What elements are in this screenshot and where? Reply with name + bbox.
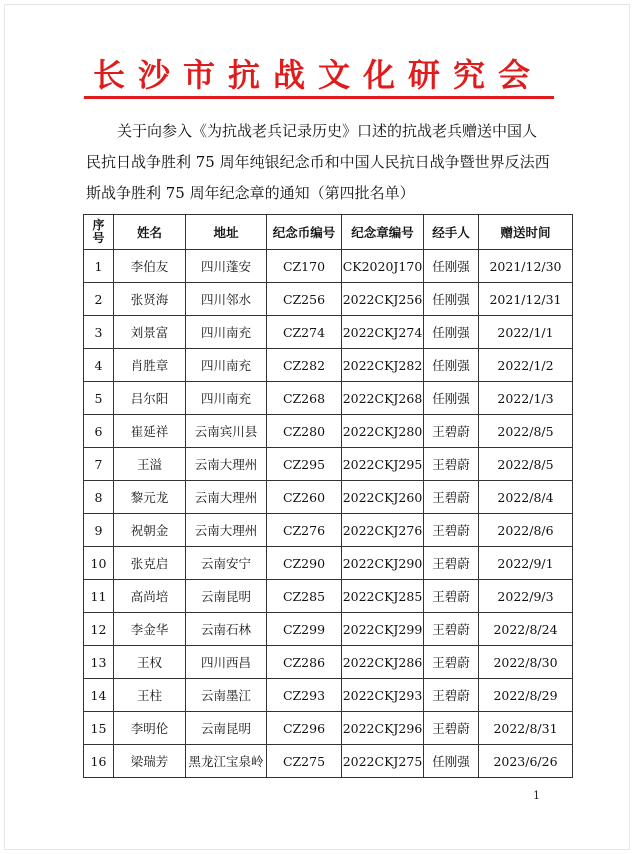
- cell-name: 李明伦: [114, 712, 186, 745]
- cell-handler: 王碧蔚: [424, 415, 479, 448]
- cell-date: 2022/8/4: [479, 481, 573, 514]
- cell-address: 云南大理州: [186, 481, 267, 514]
- cell-handler: 王碧蔚: [424, 679, 479, 712]
- org-title: 长沙市抗战文化研究会: [92, 56, 543, 94]
- header-date: 赠送时间: [479, 215, 573, 250]
- cell-coin-no: CZ276: [267, 514, 342, 547]
- cell-name: 黎元龙: [114, 481, 186, 514]
- cell-coin-no: CZ268: [267, 382, 342, 415]
- cell-name: 李伯友: [114, 250, 186, 283]
- cell-seq: 10: [84, 547, 114, 580]
- cell-seq: 11: [84, 580, 114, 613]
- cell-name: 肖胜章: [114, 349, 186, 382]
- cell-medal-no: 2022CKJ275: [342, 745, 424, 778]
- cell-address: 云南宾川县: [186, 415, 267, 448]
- cell-coin-no: CZ290: [267, 547, 342, 580]
- notice-line-1: 关于向参入《为抗战老兵记录历史》口述的抗战老兵赠送中国人: [117, 122, 538, 140]
- cell-address: 四川蓬安: [186, 250, 267, 283]
- table-row: [84, 514, 573, 547]
- table-row: [84, 679, 573, 712]
- cell-handler: 王碧蔚: [424, 448, 479, 481]
- cell-medal-no: CK2020J170: [342, 250, 424, 283]
- cell-medal-no: 2022CKJ296: [342, 712, 424, 745]
- table-row: [84, 382, 573, 415]
- cell-handler: 王碧蔚: [424, 613, 479, 646]
- cell-medal-no: 2022CKJ282: [342, 349, 424, 382]
- cell-date: 2023/6/26: [479, 745, 573, 778]
- cell-handler: 王碧蔚: [424, 580, 479, 613]
- cell-name: 李金华: [114, 613, 186, 646]
- header-seq-bottom: 号: [92, 231, 105, 245]
- cell-handler: 王碧蔚: [424, 547, 479, 580]
- notice-text: [86, 116, 556, 209]
- cell-date: 2022/1/3: [479, 382, 573, 415]
- header-name: 姓名: [114, 215, 186, 250]
- cell-seq: 2: [84, 283, 114, 316]
- cell-address: 云南昆明: [186, 580, 267, 613]
- cell-name: 张克启: [114, 547, 186, 580]
- cell-date: 2022/8/31: [479, 712, 573, 745]
- cell-name: 吕尔阳: [114, 382, 186, 415]
- table-body: [84, 250, 573, 778]
- table-row: [84, 712, 573, 745]
- cell-medal-no: 2022CKJ260: [342, 481, 424, 514]
- cell-handler: 任刚强: [424, 349, 479, 382]
- cell-medal-no: 2022CKJ299: [342, 613, 424, 646]
- table-row: [84, 646, 573, 679]
- cell-coin-no: CZ296: [267, 712, 342, 745]
- page-number: 1: [533, 789, 540, 802]
- cell-seq: 8: [84, 481, 114, 514]
- cell-handler: 任刚强: [424, 250, 479, 283]
- table-header-row: [84, 215, 573, 250]
- cell-coin-no: CZ280: [267, 415, 342, 448]
- cell-name: 王柱: [114, 679, 186, 712]
- cell-seq: 16: [84, 745, 114, 778]
- cell-medal-no: 2022CKJ256: [342, 283, 424, 316]
- cell-name: 高尚培: [114, 580, 186, 613]
- cell-seq: 6: [84, 415, 114, 448]
- cell-medal-no: 2022CKJ293: [342, 679, 424, 712]
- cell-handler: 任刚强: [424, 745, 479, 778]
- header-seq-top: 序: [92, 218, 105, 232]
- cell-date: 2021/12/31: [479, 283, 573, 316]
- cell-medal-no: 2022CKJ290: [342, 547, 424, 580]
- cell-name: 祝朝金: [114, 514, 186, 547]
- cell-medal-no: 2022CKJ285: [342, 580, 424, 613]
- cell-seq: 1: [84, 250, 114, 283]
- roster-table: [83, 214, 573, 778]
- cell-handler: 王碧蔚: [424, 646, 479, 679]
- cell-address: 云南大理州: [186, 448, 267, 481]
- cell-seq: 15: [84, 712, 114, 745]
- cell-coin-no: CZ285: [267, 580, 342, 613]
- cell-coin-no: CZ274: [267, 316, 342, 349]
- cell-date: 2022/8/6: [479, 514, 573, 547]
- cell-date: 2021/12/30: [479, 250, 573, 283]
- cell-date: 2022/9/3: [479, 580, 573, 613]
- cell-address: 云南石林: [186, 613, 267, 646]
- cell-date: 2022/8/30: [479, 646, 573, 679]
- cell-medal-no: 2022CKJ276: [342, 514, 424, 547]
- cell-handler: 任刚强: [424, 316, 479, 349]
- cell-address: 云南安宁: [186, 547, 267, 580]
- cell-date: 2022/8/5: [479, 448, 573, 481]
- cell-coin-no: CZ295: [267, 448, 342, 481]
- cell-coin-no: CZ275: [267, 745, 342, 778]
- table-row: [84, 349, 573, 382]
- cell-address: 四川邻水: [186, 283, 267, 316]
- cell-medal-no: 2022CKJ286: [342, 646, 424, 679]
- cell-address: 云南昆明: [186, 712, 267, 745]
- cell-handler: 王碧蔚: [424, 514, 479, 547]
- cell-address: 云南墨江: [186, 679, 267, 712]
- cell-address: 黑龙江宝泉岭: [186, 745, 267, 778]
- table-row: [84, 250, 573, 283]
- table-row: [84, 283, 573, 316]
- cell-seq: 14: [84, 679, 114, 712]
- cell-coin-no: CZ299: [267, 613, 342, 646]
- cell-seq: 4: [84, 349, 114, 382]
- cell-address: 四川南充: [186, 382, 267, 415]
- cell-address: 四川南充: [186, 349, 267, 382]
- cell-coin-no: CZ170: [267, 250, 342, 283]
- cell-date: 2022/1/1: [479, 316, 573, 349]
- cell-address: 四川南充: [186, 316, 267, 349]
- cell-seq: 3: [84, 316, 114, 349]
- cell-name: 崔延祥: [114, 415, 186, 448]
- cell-date: 2022/8/5: [479, 415, 573, 448]
- table-row: [84, 547, 573, 580]
- cell-name: 张贤海: [114, 283, 186, 316]
- title-divider: [84, 96, 554, 99]
- table-row: [84, 745, 573, 778]
- table-row: [84, 316, 573, 349]
- cell-coin-no: CZ256: [267, 283, 342, 316]
- cell-coin-no: CZ260: [267, 481, 342, 514]
- cell-seq: 9: [84, 514, 114, 547]
- header-handler: 经手人: [424, 215, 479, 250]
- notice-line-2: 民抗日战争胜利 75 周年纯银纪念币和中国人民抗日战争暨世界反法西: [86, 153, 550, 171]
- header-medal-no: 纪念章编号: [342, 215, 424, 250]
- cell-handler: 王碧蔚: [424, 712, 479, 745]
- cell-medal-no: 2022CKJ280: [342, 415, 424, 448]
- cell-seq: 5: [84, 382, 114, 415]
- header-address: 地址: [186, 215, 267, 250]
- table-row: [84, 481, 573, 514]
- cell-name: 刘景富: [114, 316, 186, 349]
- cell-medal-no: 2022CKJ268: [342, 382, 424, 415]
- cell-seq: 7: [84, 448, 114, 481]
- notice-line-3: 斯战争胜利 75 周年纪念章的通知（第四批名单）: [86, 184, 415, 202]
- cell-medal-no: 2022CKJ274: [342, 316, 424, 349]
- cell-seq: 12: [84, 613, 114, 646]
- table-row: [84, 415, 573, 448]
- cell-address: 云南大理州: [186, 514, 267, 547]
- cell-name: 梁瑞芳: [114, 745, 186, 778]
- cell-coin-no: CZ282: [267, 349, 342, 382]
- cell-date: 2022/8/24: [479, 613, 573, 646]
- table-row: [84, 448, 573, 481]
- cell-seq: 13: [84, 646, 114, 679]
- cell-address: 四川西昌: [186, 646, 267, 679]
- cell-date: 2022/9/1: [479, 547, 573, 580]
- header-seq: [84, 215, 114, 250]
- table-row: [84, 613, 573, 646]
- cell-coin-no: CZ286: [267, 646, 342, 679]
- cell-name: 王溢: [114, 448, 186, 481]
- cell-date: 2022/1/2: [479, 349, 573, 382]
- table-row: [84, 580, 573, 613]
- cell-handler: 任刚强: [424, 382, 479, 415]
- cell-medal-no: 2022CKJ295: [342, 448, 424, 481]
- header-coin-no: 纪念币编号: [267, 215, 342, 250]
- cell-handler: 王碧蔚: [424, 481, 479, 514]
- cell-date: 2022/8/29: [479, 679, 573, 712]
- cell-handler: 任刚强: [424, 283, 479, 316]
- cell-coin-no: CZ293: [267, 679, 342, 712]
- cell-name: 王权: [114, 646, 186, 679]
